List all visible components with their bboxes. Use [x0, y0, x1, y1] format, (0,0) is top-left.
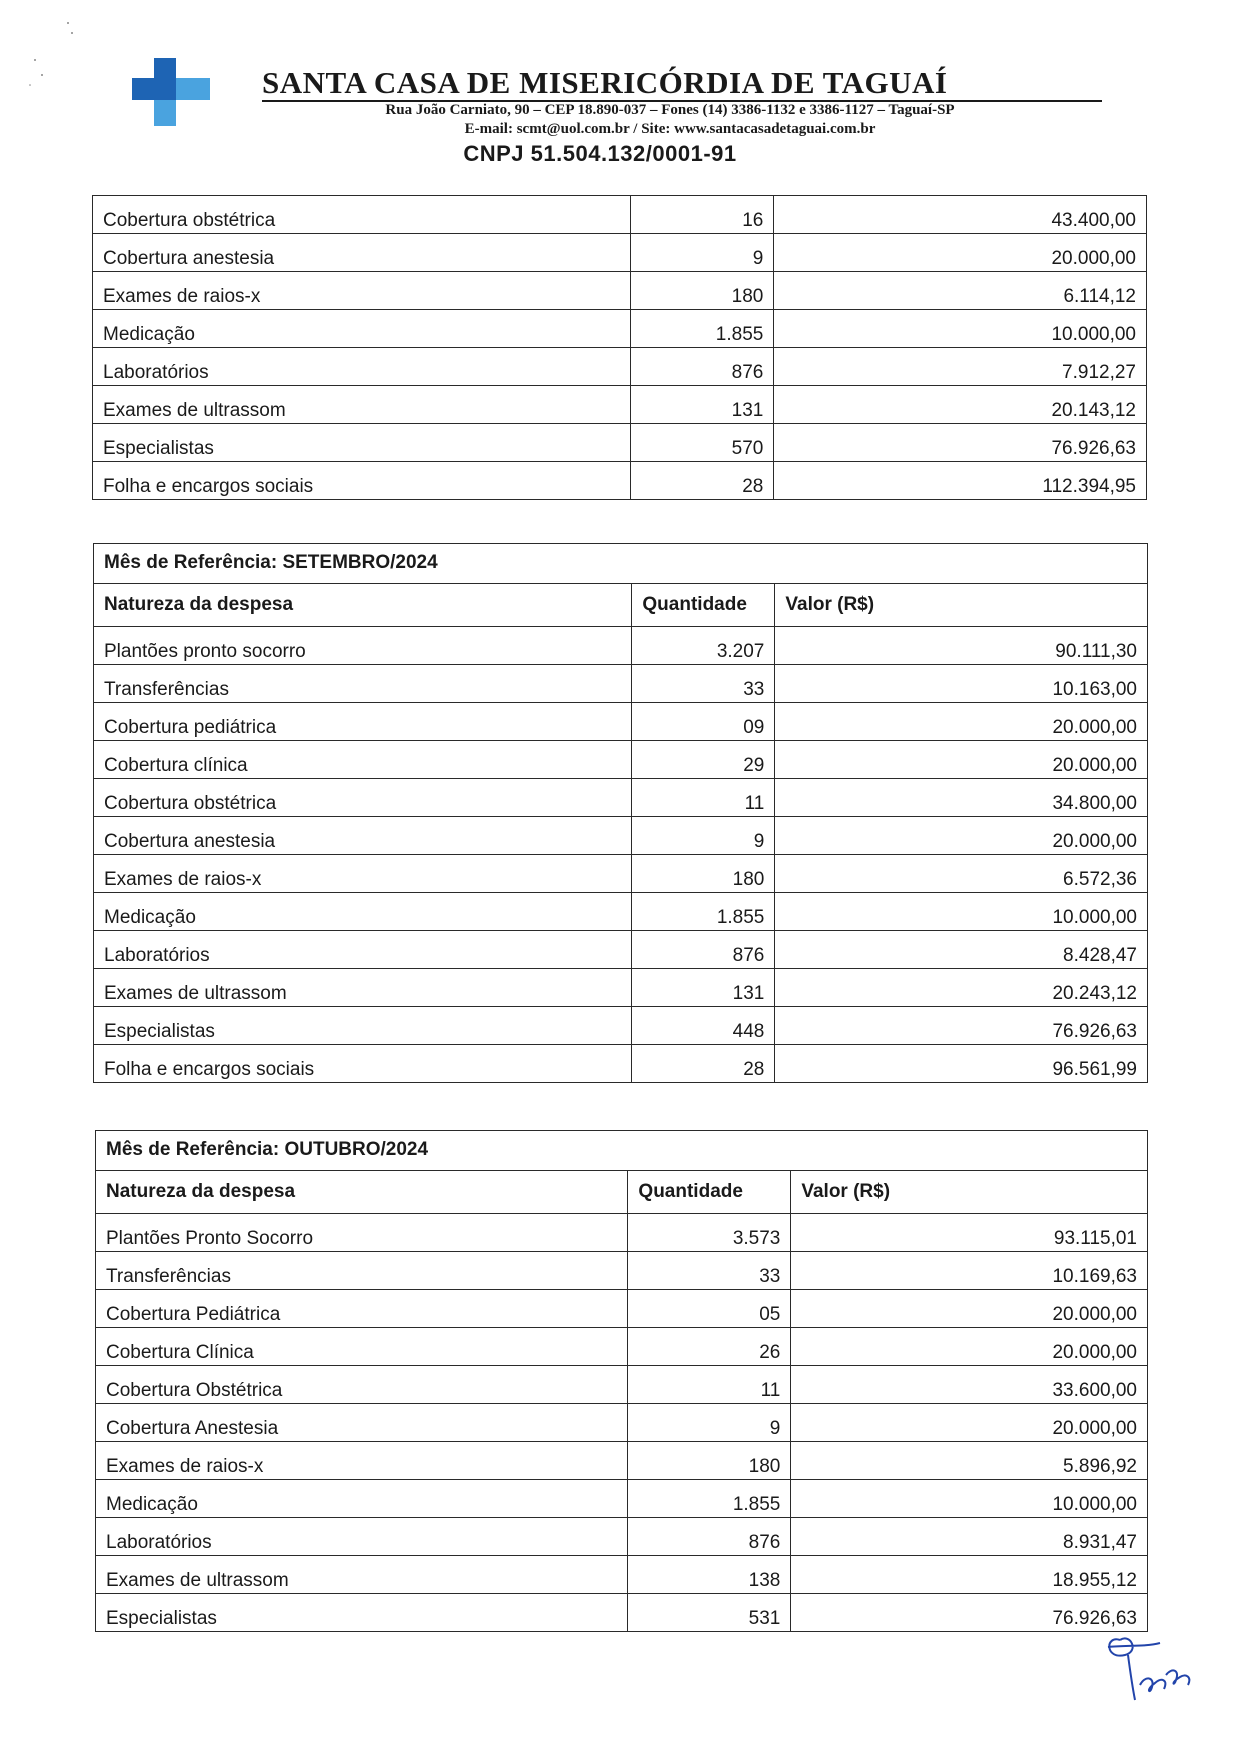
quantity-cell: 876: [632, 931, 775, 969]
value-cell: 34.800,00: [775, 779, 1148, 817]
quantity-cell: 28: [632, 1045, 775, 1083]
table-row: [94, 627, 1148, 665]
month-title: Mês de Referência: SETEMBRO/2024: [94, 544, 1148, 584]
expense-item-cell: Transferências: [94, 665, 632, 703]
organization-address: Rua João Carniato, 90 – CEP 18.890-037 – Fones (14) 3386-1132 e 3386-1127 – Taguaí-SP: [385, 102, 955, 118]
column-header-value: Valor (R$): [775, 584, 1148, 627]
expense-item-cell: Plantões pronto socorro: [94, 627, 632, 665]
quantity-cell: 448: [632, 1007, 775, 1045]
expense-item-cell: Medicação: [96, 1480, 628, 1518]
table-row: [94, 931, 1148, 969]
value-cell: 18.955,12: [791, 1556, 1148, 1594]
expense-item-cell: Cobertura Clínica: [96, 1328, 628, 1366]
expense-item-cell: Cobertura clínica: [94, 741, 632, 779]
expense-item-cell: Cobertura Obstétrica: [96, 1366, 628, 1404]
expense-table-outubro: [95, 1130, 1148, 1632]
table-row: [96, 1480, 1148, 1518]
table-row: [93, 386, 1147, 424]
expense-item-cell: Medicação: [94, 893, 632, 931]
expense-item-cell: Exames de raios-x: [93, 272, 631, 310]
value-cell: 10.000,00: [774, 310, 1147, 348]
quantity-cell: 3.573: [628, 1214, 791, 1252]
table-row: [96, 1518, 1148, 1556]
expense-table-setembro: [93, 543, 1148, 1083]
expense-item-cell: Laboratórios: [94, 931, 632, 969]
expense-item-cell: Plantões Pronto Socorro: [96, 1214, 628, 1252]
value-cell: 20.000,00: [775, 817, 1148, 855]
quantity-cell: 1.855: [628, 1480, 791, 1518]
expense-item-cell: Exames de raios-x: [96, 1442, 628, 1480]
quantity-cell: 9: [628, 1404, 791, 1442]
expense-item-cell: Cobertura pediátrica: [94, 703, 632, 741]
table-row: [96, 1404, 1148, 1442]
expense-item-cell: Exames de raios-x: [94, 855, 632, 893]
table-row: [96, 1328, 1148, 1366]
expense-item-cell: Cobertura obstétrica: [93, 196, 631, 234]
column-header-item: Natureza da despesa: [96, 1171, 628, 1214]
table-row: [96, 1556, 1148, 1594]
organization-cnpj: CNPJ 51.504.132/0001-91: [463, 141, 737, 166]
table-row: [94, 779, 1148, 817]
table-row: [94, 741, 1148, 779]
value-cell: 6.572,36: [775, 855, 1148, 893]
table-row: [94, 893, 1148, 931]
table-row: [93, 348, 1147, 386]
value-cell: 96.561,99: [775, 1045, 1148, 1083]
expense-table-continued: [92, 195, 1147, 500]
quantity-cell: 876: [631, 348, 774, 386]
table-row: [96, 1594, 1148, 1632]
table-row: [94, 665, 1148, 703]
organization-name: SANTA CASA DE MISERICÓRDIA DE TAGUAÍ: [262, 66, 1102, 102]
quantity-cell: 09: [632, 703, 775, 741]
quantity-cell: 1.855: [631, 310, 774, 348]
expense-item-cell: Exames de ultrassom: [94, 969, 632, 1007]
quantity-cell: 28: [631, 462, 774, 500]
table-row: [96, 1252, 1148, 1290]
expense-item-cell: Folha e encargos sociais: [94, 1045, 632, 1083]
expense-item-cell: Cobertura obstétrica: [94, 779, 632, 817]
expense-item-cell: Especialistas: [93, 424, 631, 462]
expense-item-cell: Especialistas: [96, 1594, 628, 1632]
table-row: [96, 1214, 1148, 1252]
table-row: [93, 272, 1147, 310]
table-row: [94, 1045, 1148, 1083]
value-cell: 112.394,95: [774, 462, 1147, 500]
scan-specks: [20, 15, 80, 95]
value-cell: 20.000,00: [775, 741, 1148, 779]
quantity-cell: 05: [628, 1290, 791, 1328]
table-row: [93, 424, 1147, 462]
expense-item-cell: Cobertura anestesia: [93, 234, 631, 272]
expense-item-cell: Exames de ultrassom: [93, 386, 631, 424]
quantity-cell: 11: [628, 1366, 791, 1404]
value-cell: 76.926,63: [791, 1594, 1148, 1632]
table-row: [94, 817, 1148, 855]
table-row: [96, 1442, 1148, 1480]
value-cell: 8.428,47: [775, 931, 1148, 969]
quantity-cell: 16: [631, 196, 774, 234]
table-row: [94, 969, 1148, 1007]
table-row: [93, 234, 1147, 272]
quantity-cell: 11: [632, 779, 775, 817]
value-cell: 20.143,12: [774, 386, 1147, 424]
value-cell: 20.000,00: [791, 1404, 1148, 1442]
table-row: [96, 1366, 1148, 1404]
organization-contact: E-mail: scmt@uol.com.br / Site: www.santacasadetaguai.com.br: [464, 121, 876, 137]
value-cell: 20.000,00: [791, 1328, 1148, 1366]
table-row: [93, 462, 1147, 500]
table-row: [94, 703, 1148, 741]
expense-item-cell: Transferências: [96, 1252, 628, 1290]
cross-logo-icon: [132, 58, 210, 126]
expense-item-cell: Cobertura Pediátrica: [96, 1290, 628, 1328]
column-header-quantity: Quantidade: [628, 1171, 791, 1214]
table-row: [96, 1290, 1148, 1328]
column-header-value: Valor (R$): [791, 1171, 1148, 1214]
quantity-cell: 9: [632, 817, 775, 855]
value-cell: 90.111,30: [775, 627, 1148, 665]
quantity-cell: 131: [632, 969, 775, 1007]
expense-item-cell: Cobertura Anestesia: [96, 1404, 628, 1442]
quantity-cell: 33: [632, 665, 775, 703]
quantity-cell: 570: [631, 424, 774, 462]
quantity-cell: 180: [628, 1442, 791, 1480]
quantity-cell: 131: [631, 386, 774, 424]
value-cell: 5.896,92: [791, 1442, 1148, 1480]
quantity-cell: 876: [628, 1518, 791, 1556]
value-cell: 10.000,00: [791, 1480, 1148, 1518]
expense-item-cell: Laboratórios: [96, 1518, 628, 1556]
quantity-cell: 1.855: [632, 893, 775, 931]
handwritten-signature: [1100, 1625, 1210, 1705]
table-row: [93, 196, 1147, 234]
column-header-item: Natureza da despesa: [94, 584, 632, 627]
value-cell: 20.000,00: [774, 234, 1147, 272]
expense-item-cell: Cobertura anestesia: [94, 817, 632, 855]
quantity-cell: 33: [628, 1252, 791, 1290]
expense-item-cell: Especialistas: [94, 1007, 632, 1045]
value-cell: 20.000,00: [791, 1290, 1148, 1328]
value-cell: 43.400,00: [774, 196, 1147, 234]
table-row: [94, 1007, 1148, 1045]
value-cell: 7.912,27: [774, 348, 1147, 386]
table-row: [93, 310, 1147, 348]
quantity-cell: 9: [631, 234, 774, 272]
expense-item-cell: Exames de ultrassom: [96, 1556, 628, 1594]
quantity-cell: 180: [631, 272, 774, 310]
value-cell: 20.243,12: [775, 969, 1148, 1007]
quantity-cell: 26: [628, 1328, 791, 1366]
value-cell: 33.600,00: [791, 1366, 1148, 1404]
value-cell: 10.000,00: [775, 893, 1148, 931]
value-cell: 8.931,47: [791, 1518, 1148, 1556]
column-header-quantity: Quantidade: [632, 584, 775, 627]
table-row: [94, 855, 1148, 893]
quantity-cell: 531: [628, 1594, 791, 1632]
quantity-cell: 180: [632, 855, 775, 893]
quantity-cell: 3.207: [632, 627, 775, 665]
expense-item-cell: Folha e encargos sociais: [93, 462, 631, 500]
value-cell: 76.926,63: [774, 424, 1147, 462]
letterhead: [0, 0, 1235, 180]
value-cell: 76.926,63: [775, 1007, 1148, 1045]
expense-item-cell: Laboratórios: [93, 348, 631, 386]
quantity-cell: 29: [632, 741, 775, 779]
value-cell: 10.163,00: [775, 665, 1148, 703]
value-cell: 93.115,01: [791, 1214, 1148, 1252]
expense-item-cell: Medicação: [93, 310, 631, 348]
month-title: Mês de Referência: OUTUBRO/2024: [96, 1131, 1148, 1171]
value-cell: 20.000,00: [775, 703, 1148, 741]
quantity-cell: 138: [628, 1556, 791, 1594]
value-cell: 10.169,63: [791, 1252, 1148, 1290]
value-cell: 6.114,12: [774, 272, 1147, 310]
